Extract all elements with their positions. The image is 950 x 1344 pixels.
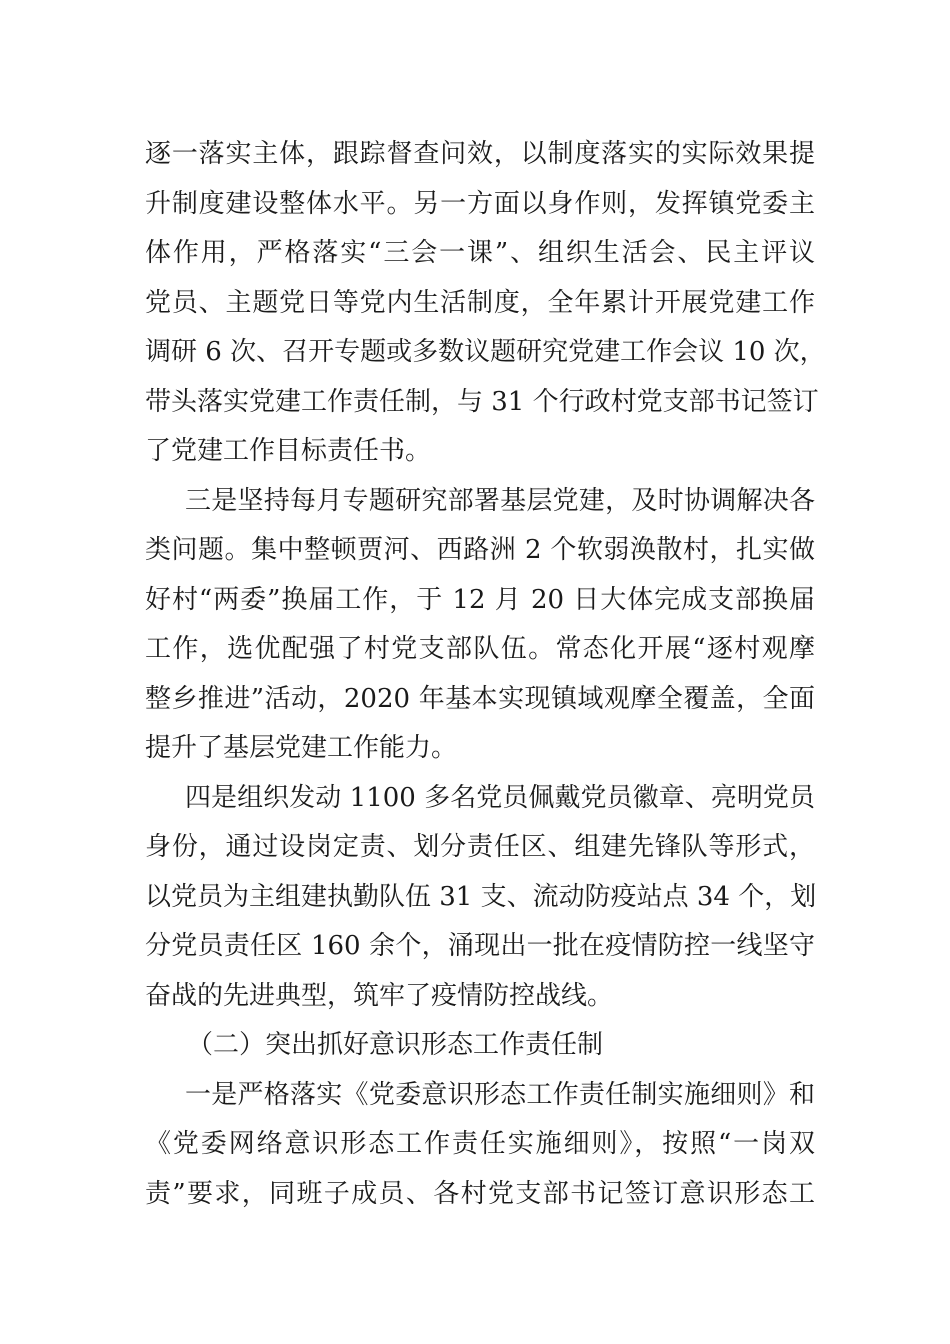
paragraph-3 [145,774,815,1022]
section-heading-text: （二）突出抓好意识形态工作责任制 [187,1030,604,1060]
text-line: 整乡推进”活动，2020 年基本实现镇域观摩全覆盖，全面 [145,683,815,714]
paragraph-1 [145,130,826,477]
text-line: 升制度建设整体水平。另一方面以身作则，发挥镇党委主 [145,188,815,219]
text-line: 一是严格落实《党委意识形态工作责任制实施细则》和 [185,1079,815,1110]
text-line: 逐一落实主体，跟踪督查问效，以制度落实的实际效果提 [145,139,815,169]
text-line: 《党委网络意识形态工作责任实施细则》，按照“一岗双 [145,1129,815,1159]
text-line: 工作，选优配强了村党支部队伍。常态化开展“逐村观摩 [145,634,815,664]
text-line: 调研 6 次、召开专题或多数议题研究党建工作会议 10 次， [145,337,826,367]
text-line: 四是组织发动 1100 多名党员佩戴党员徽章、亮明党员 [185,782,815,813]
text-line: 带头落实党建工作责任制，与 31 个行政村党支部书记签订 [145,386,819,417]
text-line: 身份，通过设岗定责、划分责任区、组建先锋队等形式， [145,832,815,862]
paragraph-4 [145,1071,815,1220]
text-line: 类问题。集中整顿贾河、西路洲 2 个软弱涣散村，扎实做 [145,535,815,565]
text-line: 以党员为主组建执勤队伍 31 支、流动防疫站点 34 个，划 [145,881,817,912]
paragraph-2 [145,477,815,774]
text-line: 党员、主题党日等党内生活制度，全年累计开展党建工作 [145,287,815,318]
section-heading [145,1021,815,1071]
text-line: 了党建工作目标责任书。 [145,436,432,466]
text-line: 奋战的先进典型，筑牢了疫情防控战线。 [145,980,614,1011]
text-line: 三是坚持每月专题研究部署基层党建，及时协调解决各 [185,485,815,516]
text-line: 责”要求，同班子成员、各村党支部书记签订意识形态工 [145,1178,815,1209]
body-text [145,130,826,1219]
text-line: 好村“两委”换届工作，于 12 月 20 日大体完成支部换届 [145,584,815,615]
text-line: 体作用，严格落实“三会一课”、组织生活会、民主评议 [145,238,815,268]
text-line: 提升了基层党建工作能力。 [145,733,458,763]
text-line: 分党员责任区 160 余个，涌现出一批在疫情防控一线坚守 [145,931,815,961]
